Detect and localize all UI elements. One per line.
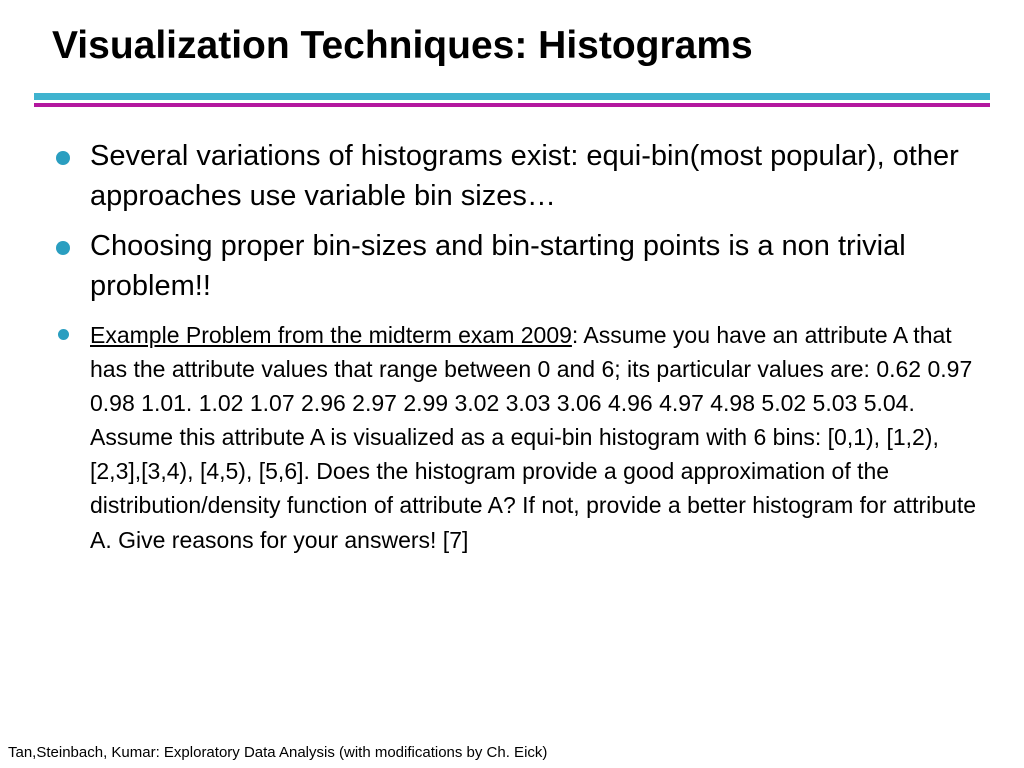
- bullet-text: Choosing proper bin-sizes and bin-starting points is a non trivial problem!!: [90, 230, 906, 302]
- bullet-item-1: [90, 136, 970, 216]
- title-rule-cyan: [34, 93, 990, 100]
- example-problem-text: : Assume you have an attribute A that has the attribute values that range between 0 and 6; its particular values are: 0.62 0.97 0.98 1.01. 1.02 1.07 2.96 2.97 2.99 3.02 3.03 3.06 4.96 4.97 4.98 5.02 5.03 5.04. Assume this attribute A is visualized as a equi-bin histogram with 6 bins: [0,1), [1,2), [2,3],[3,4), [4,5), [5,6]. Does the histogram provide a good approximation of the distribution/density function of attribute A? If not, provide a better histogram for attribute A. Give reasons for your answers! [7]: [90, 322, 976, 553]
- example-problem-link[interactable]: Example Problem from the midterm exam 2009: [90, 322, 572, 348]
- title-rule-magenta: [34, 103, 990, 107]
- footer-citation: Tan,Steinbach, Kumar: Exploratory Data Analysis (with modifications by Ch. Eick): [8, 744, 548, 761]
- bullet-dot-icon: [56, 241, 70, 255]
- slide-title: Visualization Techniques: Histograms: [52, 24, 753, 67]
- bullet-text: Several variations of histograms exist: equi-bin(most popular), other approaches use variable bin sizes…: [90, 140, 959, 212]
- bullet-item-3: [90, 318, 982, 557]
- bullet-dot-icon: [56, 151, 70, 165]
- title-rule-gap: [34, 100, 990, 102]
- bullet-dot-icon: [58, 329, 69, 340]
- bullet-item-2: [90, 226, 970, 306]
- bullet-text: [90, 318, 982, 557]
